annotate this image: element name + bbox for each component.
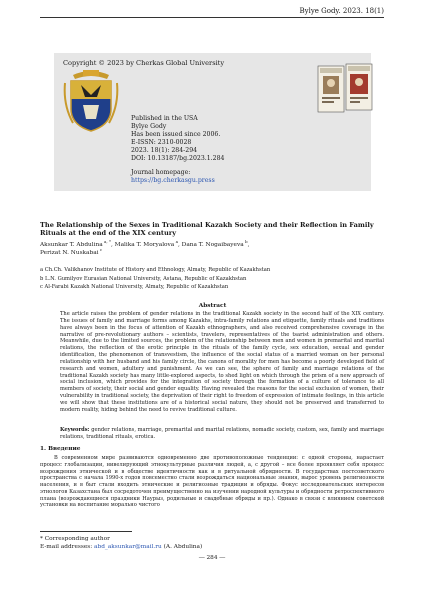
homepage-link[interactable]: https://bg.cherkasgu.press (131, 177, 215, 185)
author-1: Aksunkar T. Abdulina (40, 242, 103, 248)
affiliation-c: c Al-Farabi Kazakh National University, Almaty, Republic of Kazakhstan (40, 284, 229, 290)
abstract-body: The article raises the problem of gender relations in the traditional Kazakh society in the second half of the XIX century. The issues of family and marriage forms among Kazakhs, intra-family relations and etiquette, family rituals and traditions have always been in the focus of attention of Kazakh ethnographers, and also received comprehensive coverage in the narrative of pre-revolutionary authors – scientists, travelers, representatives of the tsarist administration and others. Meanwhile, due to the limited sources, the problem of the relationship between men and women in premarital and marital relations, the reflection of the erotic principle in the rituals of the family cycle, sex education, sexual and gender identification, the phenomenon of transvestism, the influence of the social status of a married woman on her personal relationship with her husband and his family circle, the canons of morality for men has become a poorly developed field of research and women, adultery and punishment. As we can see, the sphere of family and marriage relations of the traditional Kazakh society has many little-explored aspects, to shed light on which through the prism of a new approach of social inclusion, which provides for the integration of society through the formation of a culture of tolerance to all members of society, their social and gender equality. Having revealed the reasons for the social exclusion of women, their vulnerability in traditional society, the deprivation of their right to freedom of expression of intimate feelings, in this article we will show that these institutions are of a historical social nature, they should not be preserved and transferred to modern reality, hiding behind the need to revive traditional culture. (60, 311, 384, 413)
header-rule (40, 17, 384, 18)
doi-line: DOI: 10.13187/bg.2023.1.284 (131, 154, 225, 162)
footnote (40, 535, 202, 551)
author-4: Perizat N. Nuskabai (40, 250, 99, 257)
introduction-heading: 1. Введение (40, 446, 81, 452)
affiliation-b: b L.N. Gumilyov Eurasian National University, Astana, Republic of Kazakhstan (40, 275, 247, 282)
author-list (40, 241, 385, 258)
abstract-heading: Abstract (198, 303, 227, 309)
volume-pages-line: 2023. 18(1): 284-294 (131, 146, 198, 154)
introduction-body: В современном мире развиваются одновременно две противоположные тенденции: с одной стороны, нарастает процесс глобализации, нивелирующий этнокультурные различия людей, а, с другой – все более проявляет себя процесс возрождения этнической и в обществе идентичности как и в ритуальной обрядности. В государствах постсоветского пространства с начала 1990-х годов повсеместно стали возрождаться национальные знания, вырос уровень религиозности населения, и в быт стали входить этнические и религиозные традиции и обряды. Фокус исследовательских интересов этнологов Казахстана был сосредоточен преимущественно на изучении народной культуры и обрядности ретроспективного плана (возрождающиеся праздники Наурыз, родильные и свадебные обряды и пр.). Однако в связи с влиянием советской установки на воспитание морально чистого (40, 455, 384, 509)
journal-name-line: Bylye Gody (131, 122, 167, 130)
publication-info (131, 115, 224, 185)
author-3-marker: b (243, 239, 248, 245)
email-owner: (A. Abdulina) (161, 544, 203, 550)
journal-covers-image (317, 63, 373, 114)
keywords (60, 427, 384, 441)
homepage-label: Journal homepage: (131, 169, 191, 177)
affiliation-a: a Ch.Ch. Valikhanov Institute of History and Ethnology, Almaty, Republic of Kazakhstan (40, 267, 271, 273)
article-title-line-1: The Relationship of the Sexes in Traditional Kazakh Society and their Reflection (40, 221, 338, 229)
email-label: E-mail addresses: (40, 544, 95, 550)
author-1-marker: a, * (102, 239, 111, 245)
corresponding-author-note: * Corresponding author (40, 536, 110, 542)
author-separator: , (247, 242, 250, 248)
coat-of-arms-icon (63, 69, 119, 133)
email-line (40, 543, 202, 551)
eissn-line: E-ISSN: 2310-0028 (131, 138, 192, 146)
issued-since-line: Has been issued since 2006. (131, 130, 221, 138)
keywords-label: Keywords: (60, 427, 90, 433)
author-2-marker: a (174, 239, 178, 245)
running-header: Bylye Gody. 2023. 18(1) (299, 7, 384, 15)
email-link[interactable]: abd_aksunkar@mail.ru (94, 544, 162, 550)
copyright-notice: Copyright © 2023 by Cherkas Global University (63, 59, 225, 67)
article-title (40, 221, 385, 238)
footnote-rule (40, 531, 132, 532)
page-number: ― 284 ― (198, 555, 226, 561)
author-3: , Dana T. Nogaibayeva (177, 242, 244, 248)
author-4-marker: c (98, 247, 103, 253)
affiliations (40, 266, 385, 292)
published-in-line: Published in the USA (131, 115, 198, 122)
article-title-line-2: in Family Rituals at the end of the XIX century (40, 221, 374, 238)
keywords-text: gender relations, marriage, premarital and marital relations, nomadic society, custom, sex, family and marriage relations, traditional rituals, erotica. (60, 427, 384, 440)
author-2: , Malika T. Moryalova (110, 242, 175, 248)
